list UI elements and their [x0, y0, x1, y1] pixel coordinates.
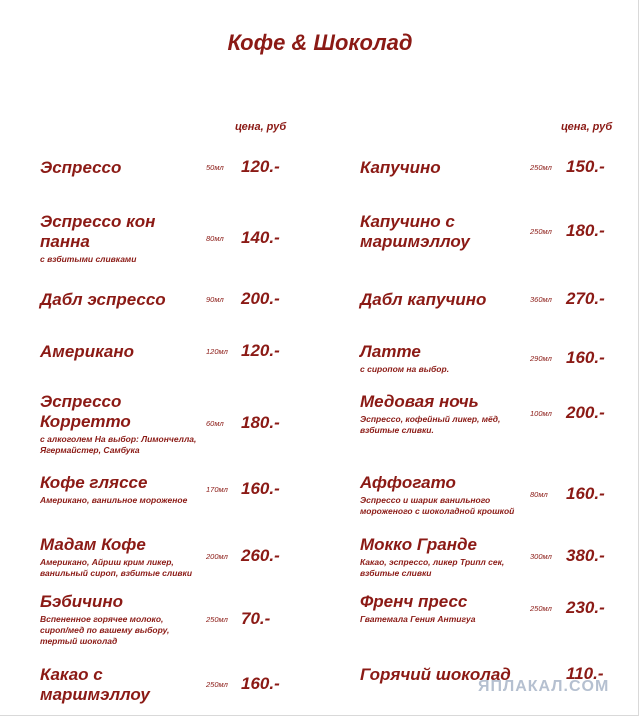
- item-volume: 60мл: [206, 419, 224, 428]
- item-description: Ягермайстер, Самбука: [40, 445, 140, 455]
- price-header-right: цена, руб: [561, 121, 613, 133]
- item-description: с взбитыми сливками: [40, 254, 137, 264]
- item-price: 110.-: [566, 664, 604, 683]
- item-description: Какао, эспрессо, ликер Трипл сек,: [360, 557, 505, 567]
- item-price: 120.-: [241, 157, 280, 176]
- item-volume: 120мл: [206, 347, 228, 356]
- item-name: Эспрессо: [40, 158, 122, 177]
- item-price: 200.-: [241, 289, 280, 308]
- item-volume: 290мл: [530, 353, 552, 363]
- item-price: 150.-: [566, 157, 605, 176]
- item-name: Кофе гляссе: [40, 473, 148, 492]
- item-name: Френч пресс: [360, 592, 468, 611]
- item-price: 180.-: [566, 221, 605, 240]
- item-name: Какао с: [40, 665, 103, 684]
- item-volume: 100мл: [530, 409, 552, 418]
- item-volume: 360мл: [530, 295, 552, 304]
- item-price: 380.-: [566, 546, 605, 565]
- item-volume: 250мл: [530, 227, 552, 236]
- item-volume: 250мл: [206, 614, 228, 624]
- item-volume: 200мл: [206, 552, 228, 561]
- item-name: Эспрессо: [40, 392, 122, 411]
- item-price: 70.-: [241, 608, 271, 628]
- item-volume: 90мл: [206, 295, 224, 304]
- item-volume: 170мл: [206, 484, 228, 494]
- item-description: с сиропом на выбор.: [360, 364, 450, 374]
- item-volume: 250мл: [530, 603, 552, 613]
- item-price: 120.-: [241, 341, 280, 360]
- item-description: взбитые сливки: [360, 568, 432, 578]
- item-name: Американо: [40, 342, 135, 361]
- item-name: маршмэллоу: [360, 232, 470, 251]
- item-name: Дабл капучино: [360, 290, 487, 309]
- item-description: Эспрессо, кофейный ликер, мёд,: [360, 414, 501, 424]
- item-name: Мадам Кофе: [40, 535, 146, 554]
- item-price: 160.-: [241, 478, 280, 498]
- item-name: Горячий шоколад: [360, 665, 511, 684]
- item-volume: 250мл: [530, 163, 552, 172]
- item-price: 230.-: [566, 597, 605, 617]
- site-watermark: ЯПЛАКАЛ.COM: [478, 678, 610, 695]
- item-price: 200.-: [566, 403, 605, 422]
- item-description: тертый шоколад: [40, 636, 118, 646]
- item-description: взбитые сливки.: [360, 425, 434, 435]
- item-volume: 50мл: [206, 163, 224, 172]
- item-volume: 80мл: [530, 490, 548, 499]
- item-price: 160.-: [566, 347, 605, 367]
- item-description: Вспененное горячее молоко,: [40, 614, 164, 624]
- item-name: Корретто: [40, 412, 131, 431]
- item-name: Медовая ночь: [360, 392, 479, 411]
- item-name: маршмэллоу: [40, 685, 150, 704]
- item-description: Эспрессо и шарик ванильного: [360, 495, 491, 505]
- item-description: мороженого с шоколадной крошкой: [360, 506, 515, 516]
- item-name: Аффогато: [360, 473, 456, 492]
- menu-title: Кофе & Шоколад: [227, 30, 413, 55]
- item-price: 160.-: [566, 484, 605, 503]
- item-description: Американо, Айриш крим ликер,: [40, 557, 174, 567]
- item-price: 270.-: [566, 289, 605, 308]
- item-name: панна: [40, 232, 90, 251]
- item-volume: 80мл: [206, 233, 224, 243]
- item-price: 180.-: [241, 413, 280, 432]
- item-name: Капучино с: [360, 212, 455, 231]
- item-volume: 300мл: [530, 552, 552, 561]
- item-name: Мокко Гранде: [360, 535, 477, 554]
- item-description: с алкоголем На выбор: Лимончелла,: [40, 434, 197, 444]
- item-volume: 250мл: [206, 680, 228, 689]
- item-price: 140.-: [241, 227, 280, 247]
- item-description: Гватемала Гения Антигуа: [360, 614, 476, 624]
- item-name: Дабл эспрессо: [40, 290, 166, 309]
- item-name: Капучино: [360, 158, 441, 177]
- item-name: Бэбичино: [40, 592, 124, 611]
- item-name: Эспрессо кон: [40, 212, 156, 231]
- item-description: ванильный сироп, взбитые сливки: [40, 568, 193, 578]
- item-price: 160.-: [241, 674, 280, 693]
- item-description: сироп/мед по вашему выбору,: [40, 625, 170, 635]
- item-description: Американо, ванильное мороженое: [40, 495, 188, 505]
- item-price: 260.-: [241, 546, 280, 565]
- price-header-left: цена, руб: [235, 121, 287, 133]
- item-name: Латте: [360, 342, 421, 361]
